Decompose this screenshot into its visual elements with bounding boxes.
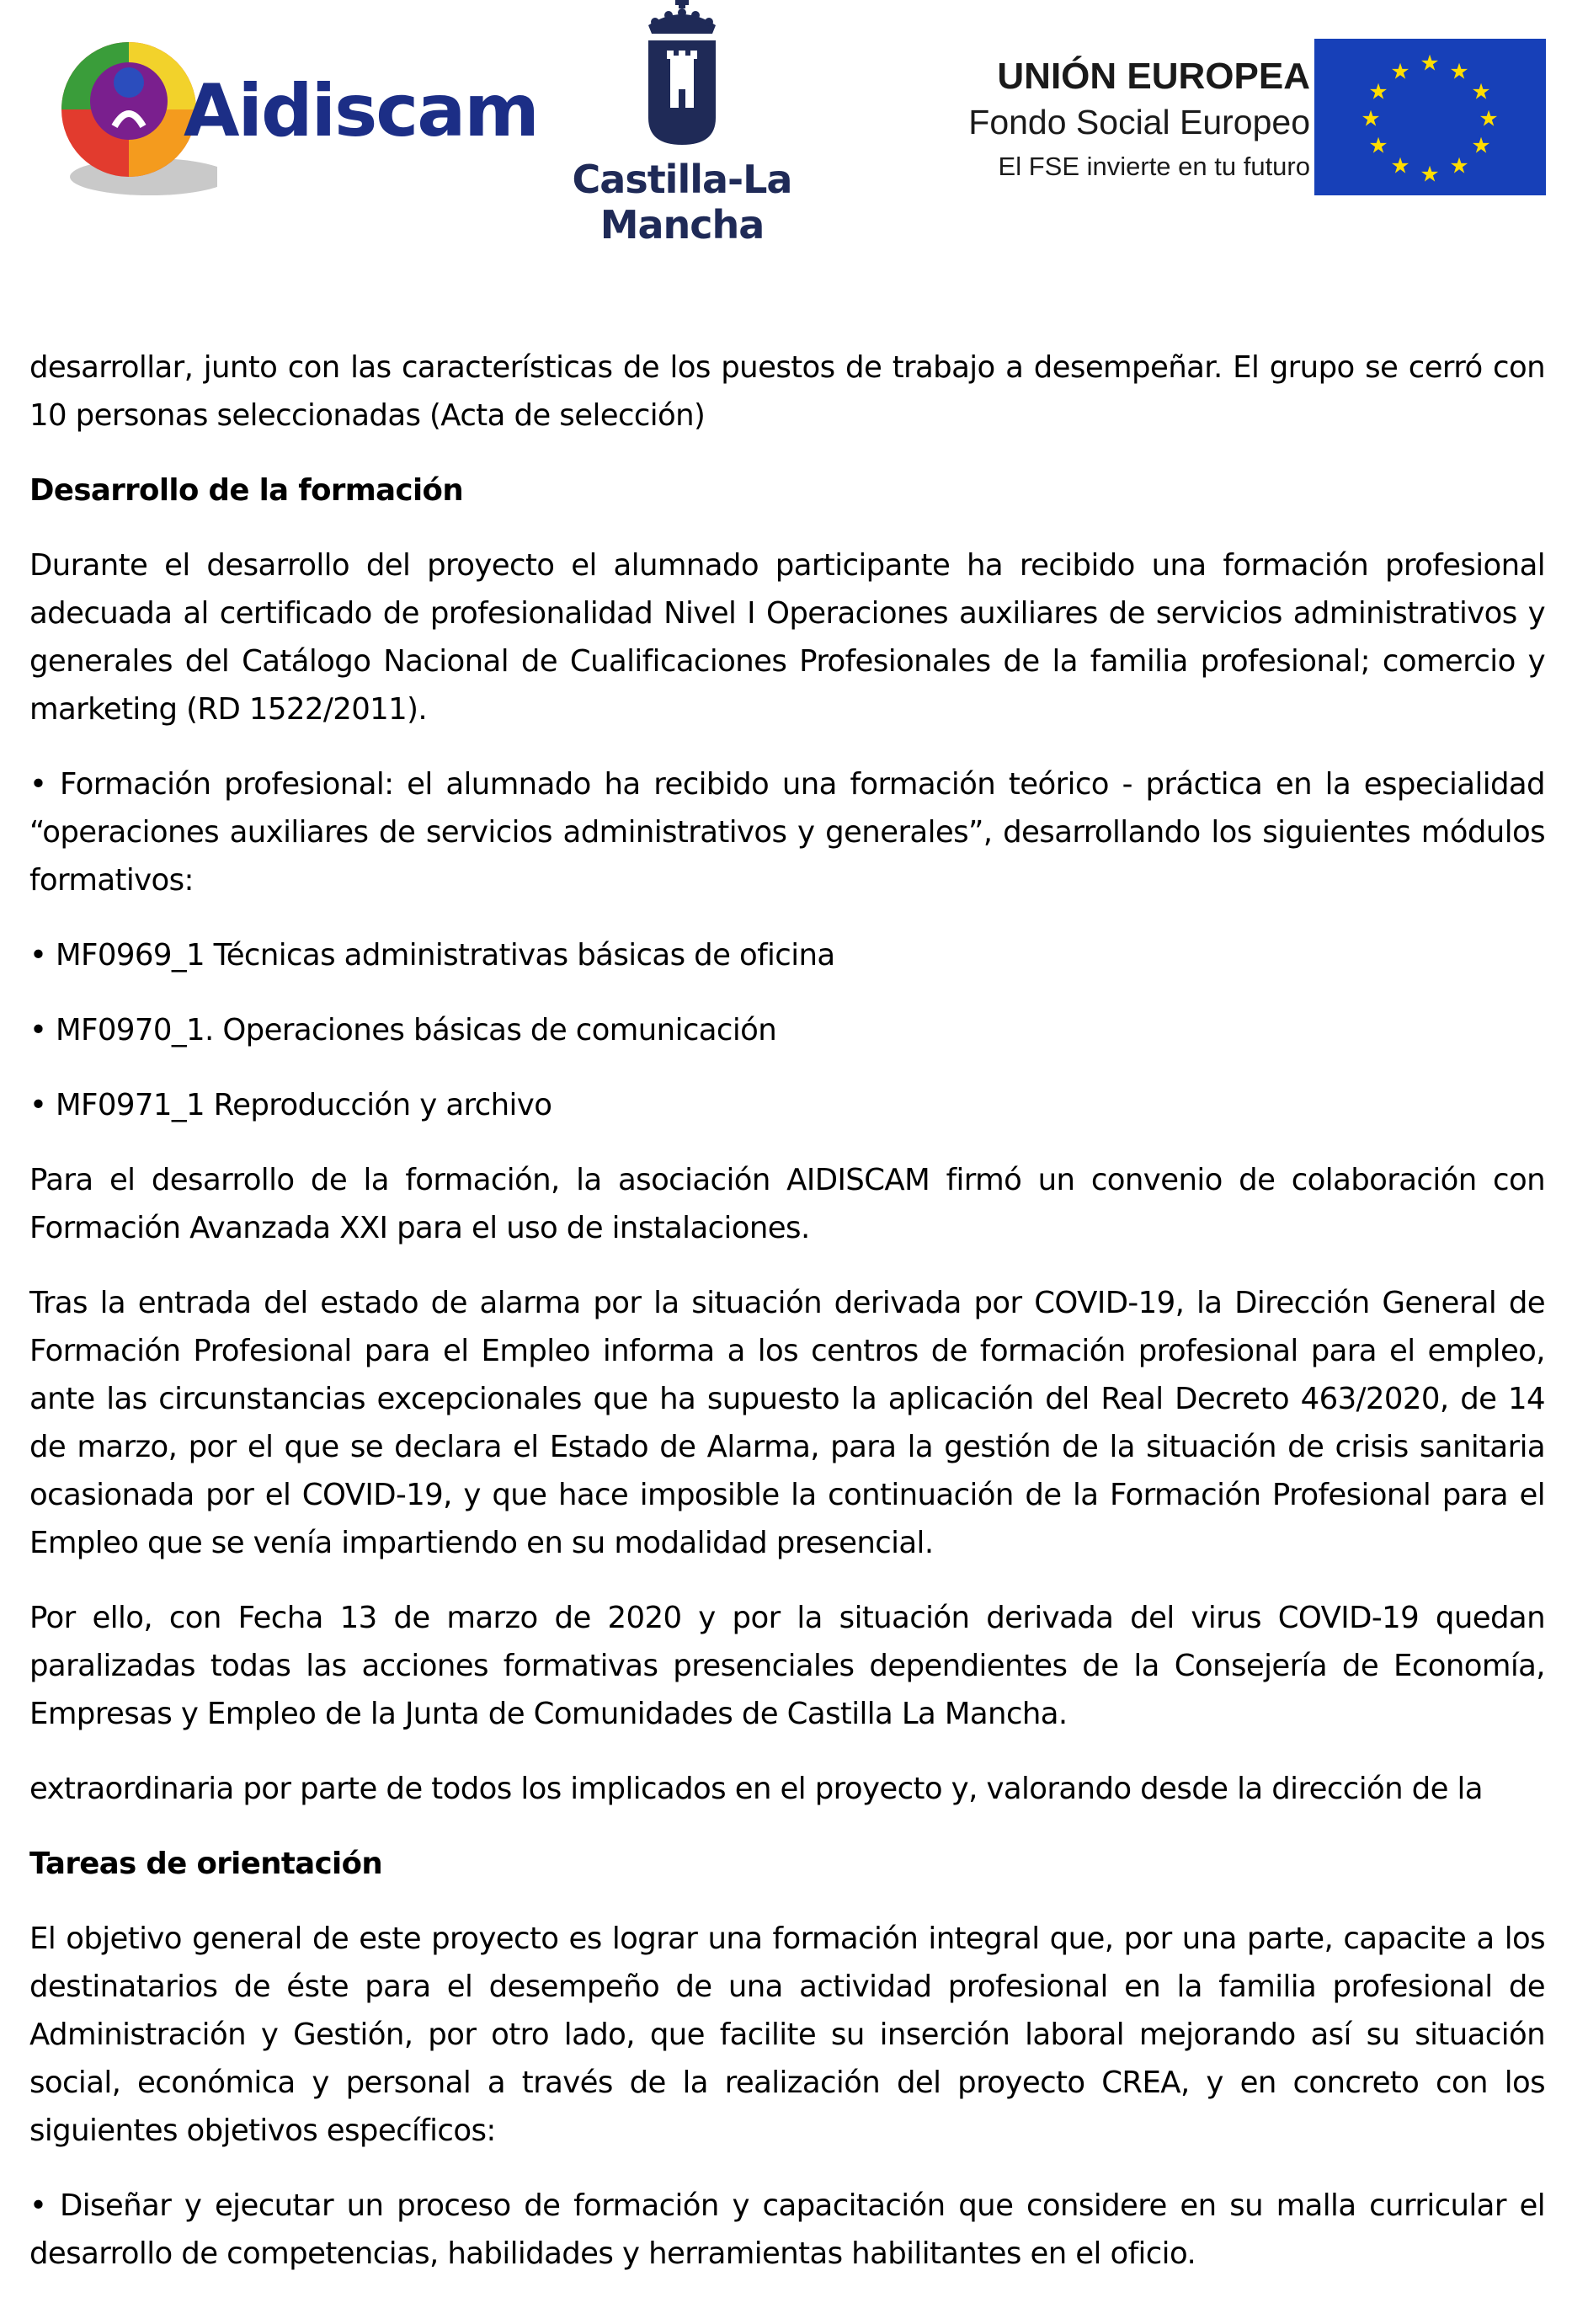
heading-tareas-orientacion: Tareas de orientación — [29, 1847, 383, 1881]
aidiscam-logo-text: Aidiscam — [184, 69, 538, 153]
page-header — [0, 0, 1572, 248]
union-europea-fse-logo — [923, 39, 1546, 199]
paragraph-extraordinaria: extraordinaria por parte de todos los implicados en el proyecto y, valorando desde la dirección de la — [29, 1772, 1483, 1806]
svg-text:★: ★ — [1390, 59, 1410, 85]
aidiscam-logo — [49, 34, 538, 202]
castilla-la-mancha-logo — [522, 0, 842, 248]
paragraph-modulos-formativos: • Formación profesional: el alumnado ha recibido una formación teórico - práctica en la especialidad “operaciones auxiliares de servicios administrativos y generales”, desarrollando los siguientes módulos formativos: — [29, 767, 1545, 898]
eu-flag-icon — [1314, 39, 1546, 195]
paragraph-formacion-profesional: Durante el desarrollo del proyecto el alumnado participante ha recibido una formación profesional adecuada al certificado de profesionalidad Nivel I Operaciones auxiliares de servicios administrativos y generales del Catálogo Nacional de Cualificaciones Profesionales de la familia profesional; comercio y marketing (RD 1522/2011). — [29, 548, 1545, 727]
svg-text:★: ★ — [1449, 153, 1469, 179]
svg-text:★: ★ — [1361, 106, 1381, 132]
ue-tagline: El FSE invierte en tu futuro — [998, 152, 1310, 181]
paragraph-objetivo-general: El objetivo general de este proyecto es lograr una formación integral que, por una parte, capacite a los destinatarios de éste para el desempeño de una actividad profesional en la familia profesional de Administración y Gestión, por otro lado, que facilite su inserción laboral mejorando así su situación social, económica y personal a través de la realización del proyecto CREA, y en concreto con los siguientes objetivos específicos: — [29, 1922, 1545, 2148]
castilla-la-mancha-logo-text: Castilla-La Mancha — [572, 157, 792, 248]
list-item-mf0970: • MF0970_1. Operaciones básicas de comunicación — [29, 1013, 777, 1047]
document-body — [29, 344, 1545, 2305]
svg-text:★: ★ — [1390, 153, 1410, 179]
svg-text:★: ★ — [1449, 59, 1469, 85]
svg-text:★: ★ — [1471, 79, 1491, 105]
svg-text:★: ★ — [1368, 133, 1388, 159]
svg-text:★: ★ — [1368, 79, 1388, 105]
ue-title: UNIÓN EUROPEA — [997, 56, 1310, 97]
svg-text:★: ★ — [1420, 162, 1440, 188]
paragraph-paralizacion: Por ello, con Fecha 13 de marzo de 2020 y por la situación derivada del virus COVID-19 quedan paralizadas todas las acciones formativas presenciales dependientes de la Consejería de Economía, Empresas y Empleo de la Junta de Comunidades de Castilla La Mancha. — [29, 1601, 1545, 1731]
paragraph-convenio: Para el desarrollo de la formación, la asociación AIDISCAM firmó un convenio de colaboración con Formación Avanzada XXI para el uso de instalaciones. — [29, 1163, 1545, 1245]
svg-text:★: ★ — [1479, 106, 1499, 132]
svg-text:★: ★ — [1471, 133, 1491, 159]
svg-text:★: ★ — [1420, 51, 1440, 77]
paragraph-estado-alarma: Tras la entrada del estado de alarma por la situación derivada por COVID-19, la Dirección General de Formación Profesional para el Empleo informa a los centros de formación profesional para el empleo, ante las circunstancias excepcionales que ha supuesto la aplicación del Real Decreto 463/2020, de 14 de marzo, por el que se declara el Estado de Alarma, para la gestión de la situación de crisis sanitaria ocasionada por el COVID-19, y que hace imposible la continuación de la Formación Profesional para el Empleo que se venía impartiendo en su modalidad presencial. — [29, 1286, 1545, 1560]
paragraph-disenar-ejecutar: • Diseñar y ejecutar un proceso de formación y capacitación que considere en su malla curricular el desarrollo de competencias, habilidades y herramientas habilitantes en el oficio. — [29, 2188, 1545, 2271]
eu-stars-icon — [1314, 39, 1546, 195]
ue-subtitle: Fondo Social Europeo — [968, 103, 1310, 141]
list-item-mf0971: • MF0971_1 Reproducción y archivo — [29, 1088, 552, 1122]
heading-desarrollo-formacion: Desarrollo de la formación — [29, 473, 464, 508]
list-item-mf0969: • MF0969_1 Técnicas administrativas básicas de oficina — [29, 938, 835, 973]
castilla-la-mancha-crest-icon — [522, 0, 842, 152]
paragraph-seleccion: desarrollar, junto con las características de los puestos de trabajo a desempeñar. El grupo se cerró con 10 personas seleccionadas (Acta de selección) — [29, 350, 1545, 433]
